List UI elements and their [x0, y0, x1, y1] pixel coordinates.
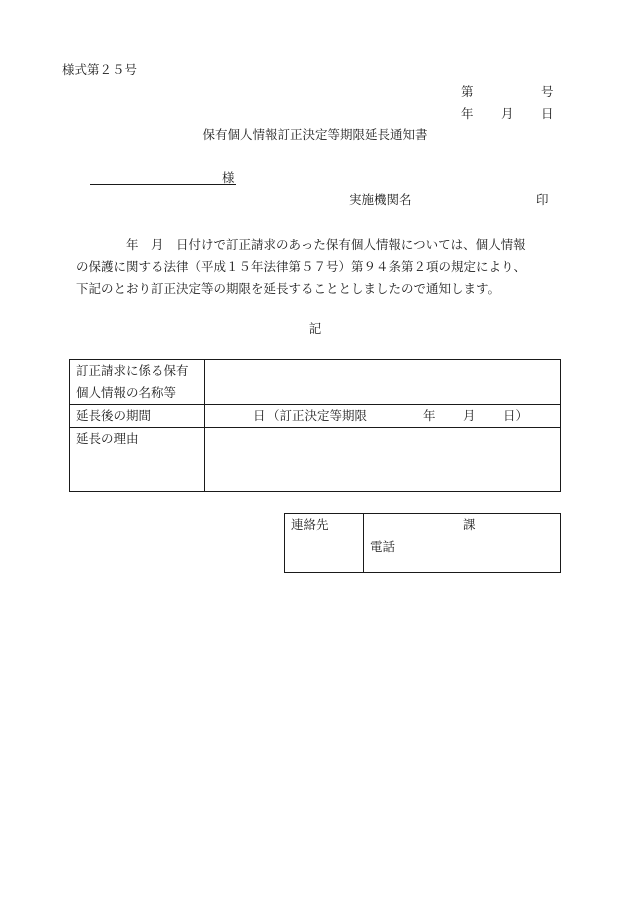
date-month: 月	[501, 106, 514, 121]
body-line: 年 月 日付けで訂正請求のあった保有個人情報については、個人情報	[76, 237, 526, 252]
label-line: 訂正請求に係る保有	[76, 363, 189, 378]
contact-table	[284, 513, 561, 573]
extension-reason-label: 延長の理由	[70, 428, 205, 492]
ki-heading: 記	[308, 321, 322, 336]
table-row	[70, 360, 561, 405]
extension-reason-value	[205, 428, 561, 492]
extended-period-value	[205, 405, 561, 428]
period-deadline-label: （訂正決定等期限	[267, 408, 368, 423]
period-day: 日	[253, 408, 266, 423]
seal-mark: 印	[536, 192, 549, 207]
table-row	[70, 405, 561, 428]
notice-body	[76, 234, 566, 300]
contact-section: 課	[463, 517, 476, 532]
period-year: 年	[423, 408, 436, 423]
period-day-close: 日）	[503, 408, 529, 423]
contact-label: 連絡先	[285, 514, 364, 573]
label-line: 個人情報の名称等	[76, 385, 177, 400]
date-year: 年	[461, 106, 474, 121]
body-line: 下記のとおり訂正決定等の期限を延長することとしましたので通知します。	[76, 281, 501, 296]
form-number: 様式第２５号	[62, 62, 138, 77]
table-row	[285, 514, 561, 573]
extended-period-label: 延長後の期間	[70, 405, 205, 428]
period-month: 月	[463, 408, 476, 423]
body-line: の保護に関する法律（平成１５年法律第５７号）第９４条第２項の規定により、	[76, 259, 527, 274]
agency-name-label: 実施機関名	[349, 192, 412, 207]
document-title: 保有個人情報訂正決定等期限延長通知書	[202, 127, 428, 142]
contact-value	[364, 514, 561, 573]
personal-info-name-label	[70, 360, 205, 405]
date-day: 日	[541, 106, 554, 121]
personal-info-name-value	[205, 360, 561, 405]
contact-phone: 電話	[370, 539, 396, 554]
document-number-prefix: 第	[461, 84, 474, 99]
document-number-suffix: 号	[541, 84, 554, 99]
table-row	[70, 428, 561, 492]
addressee-honorific: 様	[222, 170, 235, 185]
details-table	[69, 359, 561, 492]
addressee-blank	[90, 168, 236, 185]
